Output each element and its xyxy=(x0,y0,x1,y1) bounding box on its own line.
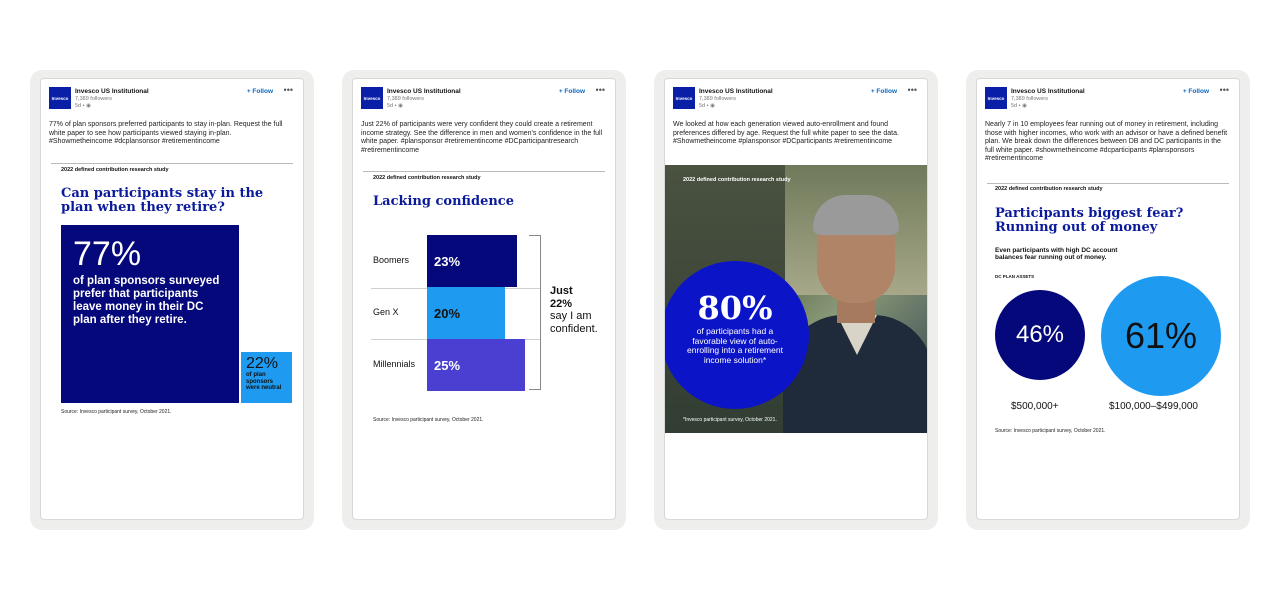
post-header xyxy=(673,87,919,113)
follower-count: 7,389 followers xyxy=(387,96,424,102)
stat-text: of participants had a favorable view of auto-enrolling into a retirement income solution* xyxy=(687,326,783,365)
globe-icon: ◉ xyxy=(398,103,403,109)
follower-count: 7,389 followers xyxy=(1011,96,1048,102)
divider xyxy=(51,163,293,164)
post-caption: We looked at how each generation viewed auto-enrollment and found preferences differed by age. Request the full white paper to see the data. #Showmetheincome #plansponsor #DCparticipants #retirementincome xyxy=(673,121,899,145)
post-age-text: 5d • xyxy=(699,103,709,109)
study-label: 2022 defined contribution research study xyxy=(683,177,791,183)
follower-count: 7,389 followers xyxy=(699,96,736,102)
post-age xyxy=(75,103,91,109)
divider xyxy=(363,171,605,172)
bracket xyxy=(529,235,541,390)
account-name[interactable]: Invesco US Institutional xyxy=(75,88,149,95)
post-caption: 77% of plan sponsors preferred participants to stay in-plan. Request the full white paper to see how participants viewed staying in-plan. #Showmetheincome #dcplansonsor #retirementincome xyxy=(49,121,283,145)
study-label: 2022 defined contribution research study xyxy=(995,186,1103,192)
more-options-icon[interactable]: ••• xyxy=(907,85,917,95)
account-name[interactable]: Invesco US Institutional xyxy=(387,88,461,95)
post-caption: Just 22% of participants were very confident they could create a retirement income strategy. See the difference in men and women's confidence in the full white paper. #plansponsor #retirementincome #DCparticipantresearch #retirementincome xyxy=(361,121,603,154)
stat-block-secondary xyxy=(241,352,292,403)
company-logo[interactable]: Invesco xyxy=(985,87,1007,109)
company-logo[interactable]: Invesco xyxy=(49,87,71,109)
post-age-text: 5d • xyxy=(387,103,397,109)
bar-label: Millennials xyxy=(373,359,416,369)
stat-value: 77% xyxy=(73,235,142,273)
account-name[interactable]: Invesco US Institutional xyxy=(699,88,773,95)
post-frame xyxy=(342,70,626,530)
more-options-icon[interactable]: ••• xyxy=(595,85,605,95)
bar-boomers: 23% xyxy=(427,235,517,287)
stat-text: of plan sponsors were neutral xyxy=(246,372,282,391)
bar-millennials: 25% xyxy=(427,339,525,391)
globe-icon: ◉ xyxy=(710,103,715,109)
divider xyxy=(987,183,1229,184)
follow-button[interactable]: + Follow xyxy=(870,88,897,95)
post-header xyxy=(985,87,1231,113)
post-header xyxy=(361,87,607,113)
source-note: Source: Invesco participant survey, October 2021. xyxy=(61,409,172,415)
circle-label: $100,000–$499,000 xyxy=(1109,401,1198,412)
post-card xyxy=(664,78,928,520)
callout-text: say I am confident. xyxy=(550,310,598,335)
more-options-icon[interactable]: ••• xyxy=(283,85,293,95)
subtext: Even participants with high DC account balances fear running out of money. xyxy=(995,247,1118,261)
post-caption: Nearly 7 in 10 employees fear running out of money in retirement, including those with higher incomes, who work with an advisor or have a defined benefit plan. We break down the differences between DB and DC participants in the full white paper. #showmetheincome #dcparticipants #plansponsors #retirementincome xyxy=(985,121,1228,162)
stat-circle xyxy=(665,261,809,409)
stat-circle: 61% xyxy=(1101,276,1221,396)
callout xyxy=(550,285,612,335)
stat-text: of plan sponsors surveyed prefer that participants leave money in their DC plan after they retire. xyxy=(73,275,220,326)
study-label: 2022 defined contribution research study xyxy=(61,167,169,173)
callout-bold: Just 22% xyxy=(550,285,573,310)
stat-block-primary xyxy=(61,225,239,403)
post-frame xyxy=(30,70,314,530)
post-card xyxy=(40,78,304,520)
bar-label: Boomers xyxy=(373,255,410,265)
headline: Participants biggest fear? Running out of money xyxy=(995,206,1184,235)
source-note: Source: Invesco participant survey, October 2021. xyxy=(373,417,484,423)
post-age-text: 5d • xyxy=(1011,103,1021,109)
post-frame xyxy=(654,70,938,530)
company-logo[interactable]: Invesco xyxy=(673,87,695,109)
source-note: Source: Invesco participant survey, October 2021. xyxy=(995,428,1106,434)
bar-label: Gen X xyxy=(373,307,399,317)
more-options-icon[interactable]: ••• xyxy=(1219,85,1229,95)
company-logo[interactable]: Invesco xyxy=(361,87,383,109)
post-age xyxy=(699,103,715,109)
globe-icon: ◉ xyxy=(86,103,91,109)
post-age xyxy=(387,103,403,109)
bar-gen-x: 20% xyxy=(427,287,505,339)
account-name[interactable]: Invesco US Institutional xyxy=(1011,88,1085,95)
post-card xyxy=(976,78,1240,520)
circle-label: $500,000+ xyxy=(1011,401,1059,412)
follow-button[interactable]: + Follow xyxy=(246,88,273,95)
globe-icon: ◉ xyxy=(1022,103,1027,109)
source-note: *Invesco participant survey, October 2021. xyxy=(683,417,777,423)
follow-button[interactable]: + Follow xyxy=(558,88,585,95)
study-label: 2022 defined contribution research study xyxy=(373,175,481,181)
follower-count: 7,389 followers xyxy=(75,96,112,102)
post-age xyxy=(1011,103,1027,109)
stat-value: 22% xyxy=(246,355,279,372)
headline: Lacking confidence xyxy=(373,194,514,209)
post-frame xyxy=(966,70,1250,530)
stat-value: 80% xyxy=(697,289,773,327)
stat-circle: 46% xyxy=(995,290,1085,380)
section-label: DC PLAN ASSETS xyxy=(995,274,1035,279)
post-age-text: 5d • xyxy=(75,103,85,109)
post-card xyxy=(352,78,616,520)
person-figure xyxy=(813,195,899,235)
headline: Can participants stay in the plan when they retire? xyxy=(61,186,264,215)
post-image[interactable] xyxy=(665,165,928,433)
post-header xyxy=(49,87,295,113)
follow-button[interactable]: + Follow xyxy=(1182,88,1209,95)
